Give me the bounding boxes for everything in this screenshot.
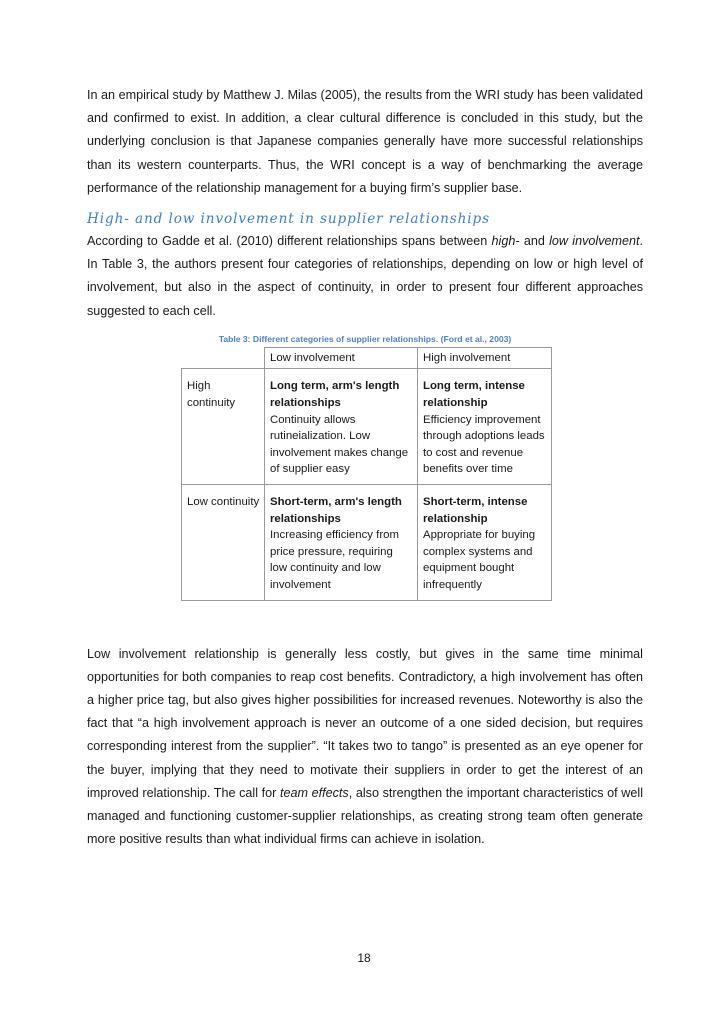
cell-title: Long term, arm's length relationships — [270, 380, 400, 410]
paragraph-low-involvement-text-b: , also strengthen the important characteristics of well managed and functioning customer-supplier relationships, as creating strong team often generate more positive results than what individual firms can achieve in isolation. — [87, 785, 643, 847]
paragraph-wri-study: In an empirical study by Matthew J. Milas (2005), the results from the WRI study has been validated and confirmed to exist. In addition, a clear cultural difference is concluded in this study, but the underlying conclusion is that Japanese companies generally have more successful relationships than its western counterparts. Thus, the WRI concept is a way of benchmarking the average performance of the relationship management for a buying firm’s supplier base. — [87, 88, 643, 195]
paragraph-gadde-text-b: and — [519, 234, 550, 249]
spacer — [87, 601, 643, 643]
cell-long-term-arms-length — [265, 369, 418, 485]
section-heading: High- and low involvement in supplier relationships — [87, 211, 490, 228]
cell-description: Increasing efficiency from price pressure, requiring low continuity and low involvement — [270, 529, 399, 591]
page-number: 18 — [357, 951, 371, 965]
cell-description: Continuity allows rutineialization. Low involvement makes change of supplier easy — [270, 413, 409, 476]
cell-title: Long term, intense relationship — [423, 380, 525, 410]
table-header-row — [182, 347, 552, 369]
table-row-low-continuity — [182, 484, 552, 600]
paragraph-low-involvement — [87, 643, 643, 852]
cell-long-term-intense — [418, 369, 552, 485]
cell-title: Short-term, arm's length relationships — [270, 495, 402, 525]
paragraph-low-involvement-text-a: Low involvement relationship is generally less costly, but gives in the same time minimal opportunities for both companies to reap cost benefits. Contradictory, a high involvement has often a higher price tag, but also gives higher possibilities for increased revenues. Noteworthy is also the fact that “a high involvement approach is never an outcome of a one sided decision, but requires corresponding interest from the supplier”. “It takes two to tango” is presented as an eye opener for the buyer, implying that they need to motivate their suppliers in order to get the interest of an improved relationship. The call for — [87, 646, 643, 800]
cell-short-term-arms-length — [265, 484, 418, 600]
emphasis-high: high- — [491, 234, 520, 249]
document-page — [87, 84, 643, 851]
relationships-table — [181, 347, 552, 601]
row-label-low-continuity: Low continuity — [182, 484, 265, 600]
cell-title: Short-term, intense relationship — [423, 495, 528, 525]
row-label-high-continuity: High continuity — [182, 369, 265, 485]
table-corner-cell — [182, 347, 265, 369]
paragraph-gadde-text-c: . In Table 3, the authors present four categories of relationships, depending on low or high level of involvement, but also in the aspect of continuity, in order to present four different approaches suggested to each cell. — [87, 234, 644, 318]
emphasis-low-involvement: low involvement — [549, 234, 640, 249]
cell-short-term-intense — [418, 484, 552, 600]
column-header-high-involvement: High involvement — [418, 347, 552, 369]
cell-description: Appropriate for buying complex systems and equipment bought infrequently — [423, 529, 536, 591]
paragraph-gadde-text-a: According to Gadde et al. (2010) different relationships spans between — [87, 234, 492, 249]
cell-description: Efficiency improvement through adoptions leads to cost and revenue benefits over time — [423, 413, 545, 476]
column-header-low-involvement: Low involvement — [265, 347, 418, 369]
emphasis-team-effects: team effects — [279, 785, 349, 800]
table-caption: Table 3: Different categories of supplier relationships. (Ford et al., 2003) — [218, 333, 512, 344]
table-row-high-continuity — [182, 369, 552, 485]
paragraph-gadde — [87, 230, 643, 323]
